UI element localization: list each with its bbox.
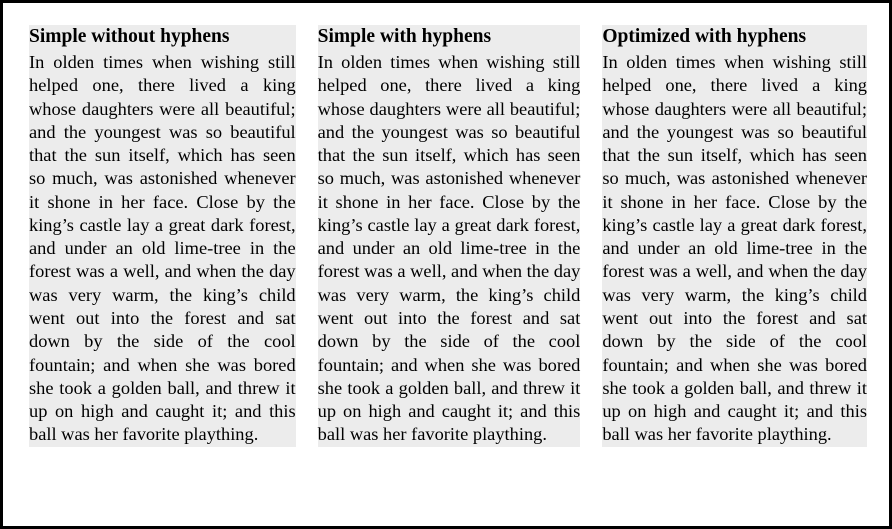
column-body-text: In olden times when wishing still helped one, there lived a king whose daughters were all beautiful; and the youngest was so beautiful that the sun itself, which has seen so much, was astonished whenever it shone in her face. Close by the king’s castle lay a great dark forest, and under an old lime-tree in the forest was a well, and when the day was very warm, the king’s child went out into the forest and sat down by the side of the cool fountain; and when she was bored she took a golden ball, and threw it up on high and caught it; and this ball was her favorite plaything. (29, 51, 296, 445)
text-column-simple-without-hyphens (29, 25, 296, 447)
text-column-simple-with-hyphens (318, 25, 581, 447)
column-heading: Simple without hyphens (29, 26, 230, 47)
column-heading: Optimized with hyphens (602, 26, 807, 47)
column-body-text: In olden times when wishing still helped one, there lived a king whose daughters were all beautiful; and the youngest was so beautiful that the sun itself, which has seen so much, was astonished whenever it shone in her face. Close by the king’s castle lay a great dark forest, and under an old lime-tree in the forest was a well, and when the day was very warm, the king’s child went out into the forest and sat down by the side of the cool fountain; and when she was bored she took a golden ball, and threw it up on high and caught it; and this ball was her favorite plaything. (317, 51, 581, 445)
column-body-text: In olden times when wishing still helped one, there lived a king whose daughters were all beautiful; and the youngest was so beautiful that the sun itself, which has seen so much, was astonished whenever it shone in her face. Close by the king’s castle lay a great dark forest, and under an old lime-tree in the forest was a well, and when the day was very warm, the king’s child went out into the forest and sat down by the side of the cool fountain; and when she was bored she took a golden ball, and threw it up on high and caught it; and this ball was her favorite plaything. (602, 51, 867, 445)
column-heading: Simple with hyphens (317, 26, 492, 47)
column-container (3, 3, 889, 447)
text-column-optimized-with-hyphens (602, 25, 867, 447)
